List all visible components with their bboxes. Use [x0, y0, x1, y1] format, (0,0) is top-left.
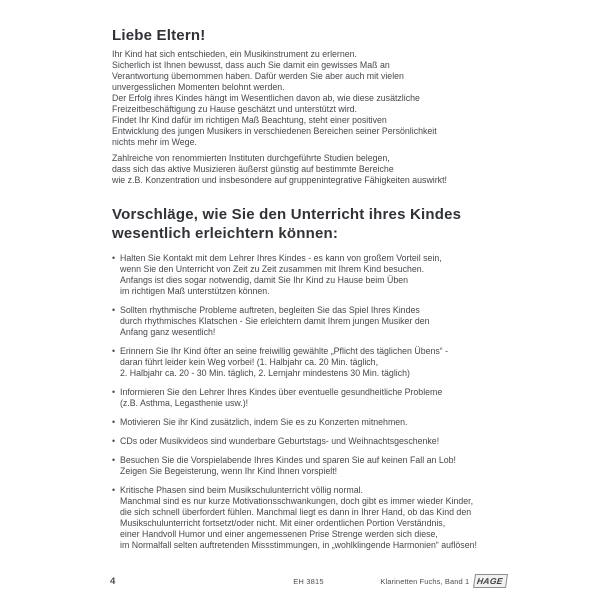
suggestion-item: • CDs oder Musikvideos sind wunderbare Geburtstags- und Weihnachtsgeschenke!	[112, 436, 510, 447]
page-footer	[110, 574, 507, 588]
intro-paragraph-1: Ihr Kind hat sich entschieden, ein Musikinstrument zu erlernen. Sicherlich ist Ihnen bewusst, dass auch Sie damit ein gewisses Maß an Verantwortung übernommen haben. Dafür werden Sie aber auch mit vielen unvergesslichen Momenten belohnt werden. Der Erfolg ihres Kindes hängt im Wesentlichen davon ab, wie diese zusätzliche Freizeitbeschäftigung zu Hause geschätzt und unterstützt wird. Findet Ihr Kind dafür im richtigen Maß Beachtung, steht einer positiven Entwicklung des jungen Musikers in verschiedenen Bereichen seiner Persönlichkeit nichts mehr im Wege.	[112, 49, 437, 147]
intro-paragraph-2: Zahlreiche von renommierten Instituten durchgeführte Studien belegen, dass sich das aktive Musizieren äußerst günstig auf bestimmte Bereiche wie z.B. Konzentration und insbesondere auf gruppenintegrative Fähigkeiten auswirkt!	[112, 153, 447, 185]
suggestion-item: • Kritische Phasen sind beim Musikschulunterricht völlig normal. Manchmal sind es nur kurze Motivationsschwankungen, doch gibt es immer wieder Kinder, die sich schnell überfordert fühlen. Manchmal liegt es dann in Ihrer Hand, ob das Kind den Musikschulunterricht fortsetzt/oder nicht. Mit einer ordentlichen Portion Verständnis, einer Handvoll Humor und einer angemessenen Prise Strenge werden sich diese, im Normalfall selten auftretenden Missstimmungen, in „wohlklingende Harmonien“ auflösen!	[112, 485, 510, 551]
suggestion-item: • Motivieren Sie ihr Kind zusätzlich, indem Sie es zu Konzerten mitnehmen.	[112, 417, 510, 428]
suggestion-item: • Besuchen Sie die Vorspielabende Ihres Kindes und sparen Sie auf keinen Fall an Lob! Zeigen Sie Begeisterung, wenn Ihr Kind Ihnen vorspielt!	[112, 455, 510, 477]
book-title: Klarinetten Fuchs, Band 1	[380, 576, 470, 586]
catalog-number: EH 3815	[293, 576, 324, 586]
publisher-logo: HAGE	[473, 574, 508, 588]
page-number: 4	[110, 575, 116, 587]
page-title: Liebe Eltern!	[112, 27, 206, 44]
footer-right-group	[380, 574, 507, 588]
suggestion-item: • Erinnern Sie Ihr Kind öfter an seine freiwillig gewählte „Pflicht des täglichen Übens“ - daran führt leider kein Weg vorbei! (1. Halbjahr ca. 20 Min. täglich, 2. Halbjahr ca. 20 - 30 Min. täglich, 2. Lernjahr mindestens 30 Min. täglich)	[112, 346, 510, 379]
suggestion-item: • Informieren Sie den Lehrer Ihres Kindes über eventuelle gesundheitliche Probleme (z.B. Asthma, Legasthenie usw.)!	[112, 387, 510, 409]
suggestions-list	[112, 253, 510, 551]
section-heading: Vorschläge, wie Sie den Unterricht ihres Kindes wesentlich erleichtern können:	[112, 206, 462, 242]
suggestion-item: • Sollten rhythmische Probleme auftreten, begleiten Sie das Spiel Ihres Kindes durch rhythmisches Klatschen - Sie erleichtern damit Ihrem jungen Musiker den Anfang ganz wesentlich!	[112, 305, 510, 338]
suggestion-item: • Halten Sie Kontakt mit dem Lehrer Ihres Kindes - es kann von großem Vorteil sein, wenn Sie den Unterricht von Zeit zu Zeit zusammen mit Ihrem Kind besuchen. Anfangs ist dies sogar notwendig, damit Sie Ihr Kind zu Hause beim Üben im richtigen Maß unterstützen können.	[112, 253, 510, 297]
